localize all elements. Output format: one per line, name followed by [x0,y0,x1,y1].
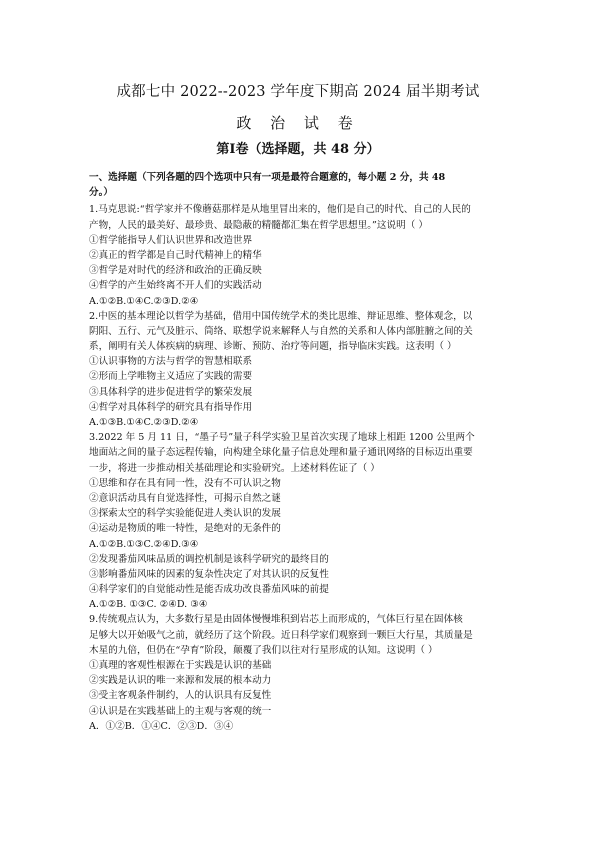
section-heading-cont: 分。） [89,187,113,199]
question-stem-line: 9.传统观点认为，大多数行星是由固体慢慢堆积到岩芯上而形成的，气体巨行星在固体核 [89,614,463,626]
question-stem-line: 一步，将进一步推动相关基础理论和实验研究。上述材料佐证了（ ） [89,462,380,474]
question-option: ②真正的哲学都是自己时代精神上的精华 [89,249,262,261]
question-option: ③受主客观条件制约，人的认识具有反复性 [89,690,272,702]
question-3 [89,430,511,552]
question-option: ①认识事物的方法与哲学的智慧相联系 [89,356,253,368]
question-stem-line: 3.2022 年 5 月 11 日，“墨子号”量子科学实验卫星首次实现了地球上相距 1200 公里两个 [89,432,475,444]
answer-choices: A.①②B.①④C.②③D.②④ [89,295,199,307]
question-stem-line: 地面站之间的量子态远程传输，向构建全球化量子信息处理和量子通讯网络的目标迈出重要 [89,447,473,459]
question-option: ②发现番茄风味品质的调控机制是该科学研究的最终目的 [89,553,329,565]
question-list [89,170,511,734]
answer-choices: A．①②B．①④C．②③D．③④ [89,720,234,732]
answer-choices: A.①②B.①③C.②④D.③④ [89,538,199,550]
question-stem-line: 2.中医的基本理论以哲学为基础，借用中国传统学术的类比思维、辩证思维、整体观念，以 [89,310,473,322]
question-1 [89,202,511,308]
section-heading: 一、选择题（下列各题的四个选项中只有一项是最符合题意的，每小题 2 分，共 48 [89,172,446,183]
question-stem-line: 1.马克思说:“哲学家并不像蘑菇那样是从地里冒出来的，他们是自己的时代、自己的人民的 [89,204,471,216]
question-option: ③哲学是对时代的经济和政治的正确反映 [89,265,262,277]
question-option: ①思维和存在具有同一性，没有不可认识之物 [89,477,281,489]
question-partial [89,552,511,613]
question-option: ③影响番茄风味的因素的复杂性决定了对其认识的反复性 [89,568,329,580]
question-option: ①哲学能指导人们认识世界和改造世界 [89,234,253,246]
question-option: ②实践是认识的唯一来源和发展的根本动力 [89,675,272,687]
question-option: ①真理的客观性根源在于实践是认识的基础 [89,660,272,671]
question-option: ③具体科学的进步促进哲学的繁荣发展 [89,386,253,398]
answer-choices: A.①②B. ①③C. ②④D. ③④ [89,599,208,611]
subject-title [0,114,596,132]
question-stem-line: 足够大以开始吸气之前，就经历了这个阶段。近日科学家们观察到一颗巨大行星，其质量是 [89,629,473,641]
question-9 [89,612,511,734]
question-option: ④运动是物质的唯一特性，是绝对的无条件的 [89,523,281,535]
question-option: ④认识是在实践基础上的主观与客观的统一 [89,705,272,717]
question-option: ④哲学对具体科学的研究具有指导作用 [89,401,253,413]
question-option: ④科学家们的自觉能动性是能否成功改良番茄风味的前提 [89,584,329,596]
question-option: ④哲学的产生始终离不开人们的实践活动 [89,280,262,292]
question-option: ③探索太空的科学实验能促进人类认识的发展 [89,508,281,520]
exam-title: 成都七中 2022--2023 学年度下期高 2024 届半期考试 [116,84,480,100]
question-stem-line: 阴阳、五行、元气及脏示、筒络、联想学说来解释人与自然的关系和人体内部脏腑之间的关 [89,325,473,337]
question-option: ②形而上学唯物主义适应了实践的需要 [89,371,253,383]
question-2 [89,309,511,431]
question-stem-line: 产物，人民的最美好、最珍贵、最隐蔽的精髓都汇集在哲学思想里。”这说明（ ） [89,219,428,231]
question-stem-line: 系，阐明有关人体疾病的病理、诊断、预防、治疗等问题，指导临床实践。这表明（ ） [89,341,457,353]
answer-choices: A.①③B.①④C.②③D.②④ [89,417,199,428]
question-stem-line: 木星的九倍，但仍在“孕育”阶段，颠覆了我们以往对行星形成的认知。这说明（ ） [89,644,438,656]
subject-title-text: 政 治 试 卷 [236,114,360,132]
question-option: ②意识活动具有自觉选择性，可揭示自然之谜 [89,492,281,504]
part-title: 第Ⅰ卷（选择题，共 48 分） [216,142,380,157]
